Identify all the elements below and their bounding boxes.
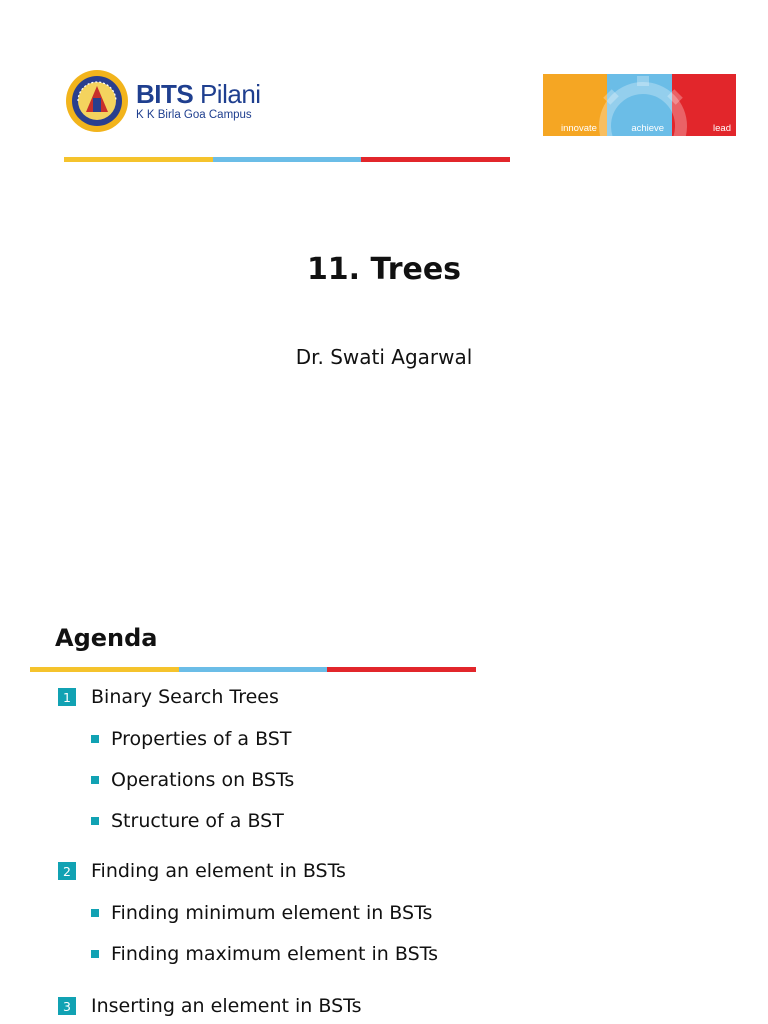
author-name: Dr. Swati Agarwal	[295, 345, 473, 369]
subsection-label: Finding minimum element in BSTs	[111, 902, 433, 924]
bullet-icon	[91, 950, 99, 958]
campus-name: K K Birla Goa Campus	[136, 109, 252, 121]
tagline-innovate: innovate	[561, 123, 597, 134]
bits-pilani-wordmark: BITS Pilani	[136, 79, 261, 109]
tagline-achieve: achieve	[631, 123, 665, 134]
gear-icon	[543, 74, 736, 136]
agenda-heading: Agenda	[55, 624, 158, 652]
agenda-slide	[0, 580, 768, 1024]
bits-pilani-logo	[64, 68, 261, 134]
bits-seal-icon	[64, 68, 130, 134]
section-number: 2	[58, 862, 76, 880]
bullet-icon	[91, 735, 99, 743]
bullet-icon	[91, 817, 99, 825]
subsection-label: Finding maximum element in BSTs	[111, 943, 438, 965]
section-label: Inserting an element in BSTs	[91, 995, 362, 1017]
toc-section-2[interactable]	[58, 860, 346, 882]
presentation-title: 11. Trees	[306, 252, 462, 287]
section-number: 3	[58, 997, 76, 1015]
tricolor-divider	[64, 157, 510, 162]
toc-subsection[interactable]	[91, 810, 284, 832]
section-label: Finding an element in BSTs	[91, 860, 346, 882]
toc-subsection[interactable]	[91, 902, 432, 924]
toc-section-3[interactable]	[58, 995, 362, 1017]
toc-subsection[interactable]	[91, 769, 294, 791]
toc-subsection[interactable]	[91, 728, 291, 750]
subsection-label: Properties of a BST	[111, 728, 292, 750]
tricolor-divider	[30, 667, 476, 672]
bullet-icon	[91, 776, 99, 784]
toc-subsection[interactable]	[91, 943, 438, 965]
toc-section-1[interactable]	[58, 686, 279, 708]
bullet-icon	[91, 909, 99, 917]
tagline-banner	[543, 74, 736, 136]
tagline-lead: lead	[713, 123, 731, 134]
subsection-label: Structure of a BST	[111, 810, 284, 832]
subsection-label: Operations on BSTs	[111, 769, 295, 791]
section-number: 1	[58, 688, 76, 706]
section-label: Binary Search Trees	[91, 686, 279, 708]
